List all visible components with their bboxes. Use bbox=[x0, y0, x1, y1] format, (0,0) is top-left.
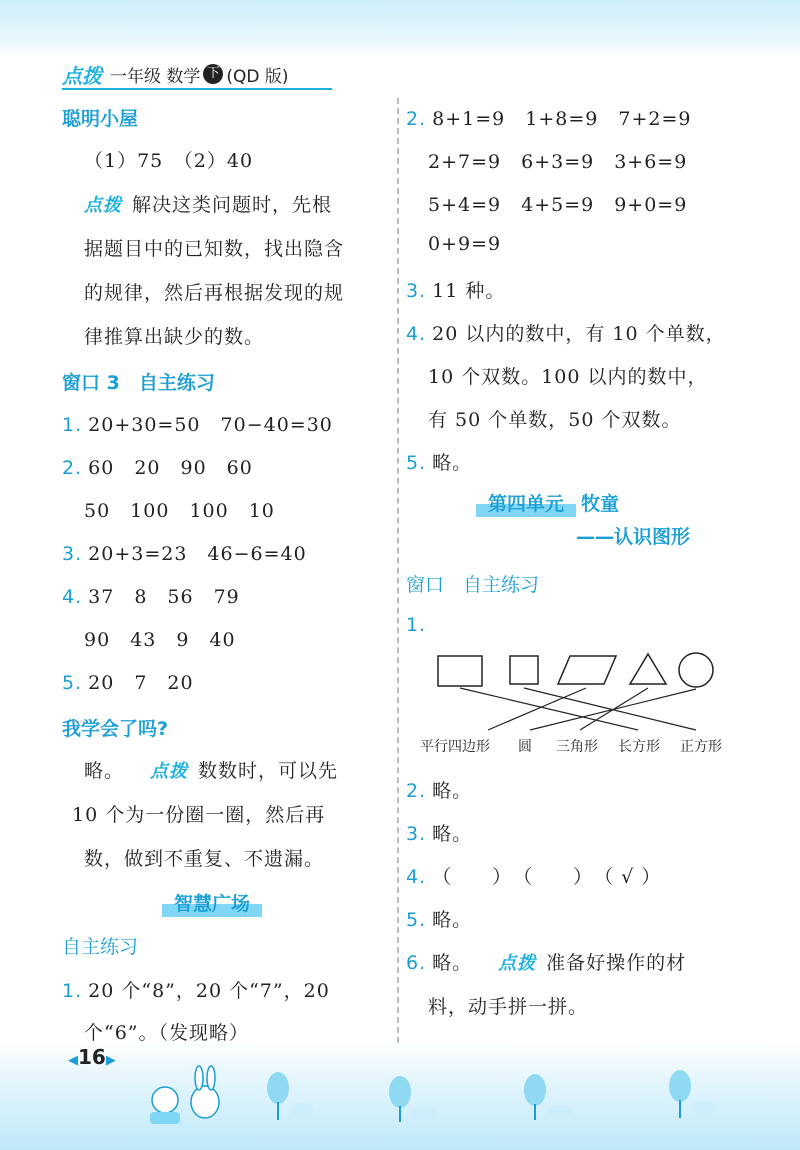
answer-text: （ ） （ ） （ √ ） bbox=[432, 866, 662, 888]
answer-text: 8+1=9 1+8=9 7+2=9 bbox=[432, 108, 692, 130]
answer-text: 略。 bbox=[432, 909, 473, 931]
item-number: 2. bbox=[406, 108, 427, 130]
question-number bbox=[406, 614, 432, 636]
tip-text: 律推算出缺少的数。 bbox=[84, 326, 265, 348]
shape-label: 圆 bbox=[518, 739, 532, 755]
answer-text: 20+30=50 70−40=30 bbox=[88, 414, 333, 436]
item-number: 5. bbox=[406, 452, 427, 474]
answer-line bbox=[406, 862, 661, 889]
answer-line bbox=[62, 668, 194, 695]
answer-line bbox=[62, 539, 307, 566]
shape-label: 正方形 bbox=[680, 739, 722, 755]
tip-text: 解决这类问题时，先根 bbox=[132, 194, 333, 216]
answer-line bbox=[62, 410, 333, 437]
shape-label: 平行四边形 bbox=[420, 739, 490, 755]
tip-line bbox=[84, 190, 332, 217]
tip-line bbox=[84, 756, 338, 783]
item-number: 6. bbox=[406, 952, 427, 974]
tip-label: 点拨 bbox=[150, 761, 189, 782]
answer-text: 20 7 20 bbox=[88, 672, 194, 694]
answer-line bbox=[406, 319, 726, 346]
square-shape bbox=[510, 656, 538, 684]
section-title: 自主练习 bbox=[62, 936, 139, 958]
tip-text: 数，做到不重复、不遗漏。 bbox=[84, 848, 325, 870]
item-number: 3. bbox=[62, 543, 83, 565]
item-number: 2. bbox=[62, 457, 83, 479]
section-title: 我学会了吗? bbox=[62, 718, 169, 740]
section-banner bbox=[162, 888, 262, 917]
answer-line: 50 100 100 10 bbox=[84, 500, 275, 522]
item-number: 1. bbox=[406, 614, 427, 636]
rectangle-shape bbox=[438, 656, 482, 686]
header-grade: 一年级 数学 bbox=[110, 66, 201, 87]
section-pill: 智慧广场 bbox=[162, 888, 262, 917]
header-rule bbox=[62, 88, 332, 90]
tree-icon bbox=[524, 1074, 572, 1120]
item-number: 5. bbox=[62, 672, 83, 694]
tree-icon bbox=[267, 1072, 315, 1120]
item-number: 1. bbox=[62, 980, 83, 1002]
answer-line: 有 50 个单数，50 个双数。 bbox=[428, 409, 682, 431]
answer-line bbox=[406, 905, 472, 932]
answer-text: 60 20 90 60 bbox=[88, 457, 253, 479]
unit-subtitle: ——认识图形 bbox=[576, 526, 691, 548]
item-number: 2. bbox=[406, 780, 427, 802]
tip-label: 点拨 bbox=[84, 195, 122, 216]
answer-text: 20+3=23 46−6=40 bbox=[88, 543, 307, 565]
answer-line bbox=[406, 776, 472, 803]
shape-label: 长方形 bbox=[618, 739, 660, 755]
answer-line: 90 43 9 40 bbox=[84, 629, 236, 651]
top-decoration bbox=[0, 0, 800, 58]
answer-line: （1）75 （2）40 bbox=[84, 150, 254, 172]
answer-line: 2+7=9 6+3=9 3+6=9 bbox=[428, 151, 688, 173]
answer-line bbox=[406, 276, 505, 303]
unit-pill: 第四单元 bbox=[476, 488, 576, 517]
volume-badge: 下 bbox=[203, 64, 223, 84]
answer-text: 略。 bbox=[84, 760, 125, 782]
answer-line bbox=[406, 104, 691, 131]
item-number: 4. bbox=[406, 323, 427, 345]
answer-line bbox=[406, 819, 472, 846]
tip-text: 料，动手拼一拼。 bbox=[428, 996, 589, 1018]
shape-label: 三角形 bbox=[556, 739, 598, 755]
tip-text: 准备好操作的材 bbox=[546, 952, 687, 974]
brand-logo: 点拨 bbox=[62, 63, 102, 88]
tip-text: 数数时，可以先 bbox=[198, 760, 339, 782]
cartoon-animals-icon bbox=[150, 1066, 219, 1124]
bottom-illustration bbox=[0, 1060, 800, 1150]
answer-line bbox=[62, 976, 330, 1003]
answer-line: 0+9=9 bbox=[428, 233, 502, 255]
answer-text: 20 以内的数中，有 10 个单数， bbox=[432, 323, 726, 345]
tip-text: 10 个为一份圈一圈，然后再 bbox=[72, 804, 326, 826]
answer-line: 个“6”。（发现略） bbox=[84, 1022, 250, 1044]
triangle-shape bbox=[630, 654, 666, 684]
answer-text: 略。 bbox=[432, 780, 473, 802]
answer-line bbox=[62, 453, 253, 480]
item-number: 3. bbox=[406, 280, 427, 302]
parallelogram-shape bbox=[558, 656, 616, 684]
tree-icon bbox=[389, 1076, 436, 1122]
circle-shape bbox=[679, 653, 713, 687]
answer-text: 略。 bbox=[432, 823, 473, 845]
tip-text: 据题目中的已知数，找出隐含 bbox=[84, 238, 345, 260]
item-number: 4. bbox=[406, 866, 427, 888]
item-number: 4. bbox=[62, 586, 83, 608]
right-triangle-icon: ▶ bbox=[105, 1053, 116, 1068]
answer-line: 5+4=9 4+5=9 9+0=9 bbox=[428, 194, 688, 216]
unit-title: 牧童 bbox=[581, 493, 620, 515]
answer-text: 略。 bbox=[432, 952, 473, 974]
tip-label: 点拨 bbox=[498, 953, 537, 974]
header-edition: (QD 版) bbox=[226, 66, 289, 87]
tip-text: 的规律，然后再根据发现的规 bbox=[84, 282, 345, 304]
item-number: 1. bbox=[62, 414, 83, 436]
page-header bbox=[62, 58, 289, 90]
answer-line: 10 个双数。100 以内的数中， bbox=[428, 366, 708, 388]
answer-text: 11 种。 bbox=[432, 280, 506, 302]
tree-icon bbox=[669, 1070, 716, 1118]
match-line bbox=[488, 688, 586, 730]
section-title: 窗口 自主练习 bbox=[406, 574, 540, 596]
unit-heading bbox=[476, 488, 619, 517]
column-divider bbox=[397, 98, 399, 1043]
answer-line bbox=[406, 448, 472, 475]
answer-line bbox=[62, 582, 240, 609]
section-title: 聪明小屋 bbox=[62, 108, 139, 130]
page-number-text: 16 bbox=[78, 1045, 106, 1069]
answer-text: 20 个“8”，20 个“7”，20 bbox=[88, 980, 330, 1002]
answer-text: 37 8 56 79 bbox=[88, 586, 240, 608]
item-number: 3. bbox=[406, 823, 427, 845]
left-triangle-icon: ◀ bbox=[68, 1053, 78, 1068]
section-title: 窗口 3 自主练习 bbox=[62, 372, 215, 394]
item-number: 5. bbox=[406, 909, 427, 931]
answer-text: 略。 bbox=[432, 452, 473, 474]
tip-line bbox=[406, 948, 686, 975]
